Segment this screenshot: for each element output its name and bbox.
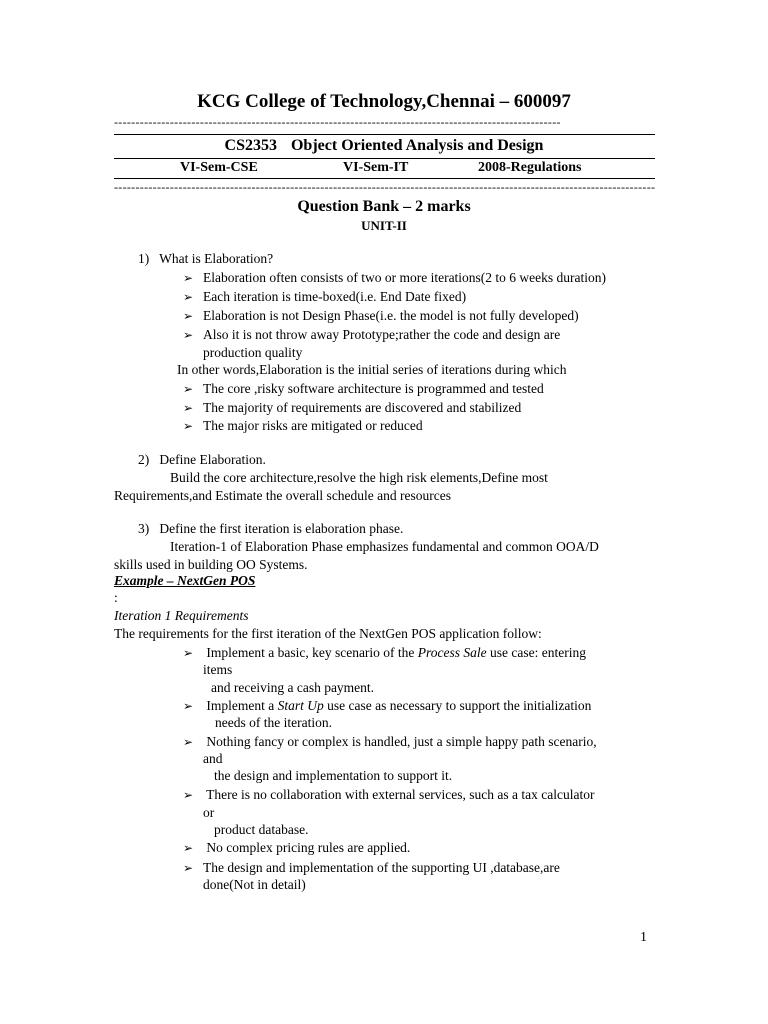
q1-bullet: ➢ Elaboration is not Design Phase(i.e. the model is not fully developed) [203,308,579,324]
requirement-continuation: or [203,805,215,820]
requirement-bullet: ➢ Implement a basic, key scenario of the Process Sale use case: entering [203,645,586,661]
course-title [0,137,768,155]
q1-bullet: ➢ The core ,risky software architecture is programmed and tested [203,381,544,397]
course-code: CS2353 [224,137,277,154]
question-2: 2) Define Elaboration. [138,452,266,467]
college-title: KCG College of Technology,Chennai – 600097 [197,91,571,112]
semester-cse: VI-Sem-CSE [180,160,258,175]
q3-answer: skills used in building OO Systems. [114,557,308,572]
q1-bullet: ➢ Each iteration is time-boxed(i.e. End Date fixed) [203,289,466,305]
unit-heading: UNIT-II [361,218,407,233]
q1-bullet: ➢ The majority of requirements are discovered and stabilized [203,400,521,416]
regulations: 2008-Regulations [478,160,582,175]
rule-top [114,134,655,135]
requirement-continuation: and [203,751,223,766]
page-number: 1 [640,930,647,945]
rule-bottom [114,178,655,179]
requirement-bullet: ➢ Nothing fancy or complex is handled, just a simple happy path scenario, [203,734,597,750]
q2-answer: Build the core architecture,resolve the high risk elements,Define most [170,470,548,485]
dashed-separator: -------------------------------------------------------------------------------------------------------- [114,115,561,129]
requirements-intro: The requirements for the first iteration of the NextGen POS application follow: [114,626,542,641]
requirement-continuation: the design and implementation to support it. [214,768,453,783]
example-heading: Example – NextGen POS [114,573,256,588]
requirement-continuation: product database. [214,822,309,837]
q2-answer: Requirements,and Estimate the overall schedule and resources [114,488,452,503]
requirement-bullet: ➢ The design and implementation of the supporting UI ,database,are [203,860,560,876]
q1-bullet: ➢ Also it is not throw away Prototype;rather the code and design are [203,327,560,343]
requirement-bullet: ➢ There is no collaboration with external services, such as a tax calculator [203,787,594,803]
q3-answer: Iteration-1 of Elaboration Phase emphasizes fundamental and common OOA/D [170,539,599,554]
q1-bullet: ➢ Elaboration often consists of two or more iterations(2 to 6 weeks duration) [203,270,606,286]
iteration-heading: Iteration 1 Requirements [114,608,249,623]
question-3: 3) Define the first iteration is elaboration phase. [138,521,404,536]
course-name: Object Oriented Analysis and Design [290,137,544,154]
q1-bullet: ➢ The major risks are mitigated or reduced [203,418,423,434]
colon: : [114,590,118,605]
rule-middle [114,158,655,159]
semester-it: VI-Sem-IT [343,160,409,175]
requirement-continuation: and receiving a cash payment. [211,680,375,695]
dashed-separator-2: ------------------------------------------------------------------------------------------------------------------------------ [114,180,655,194]
requirement-continuation: needs of the iteration. [215,715,332,730]
question-bank-heading: Question Bank – 2 marks [297,198,471,215]
requirement-continuation: done(Not in detail) [203,877,306,892]
requirement-continuation: items [203,662,233,677]
q1-other-words: In other words,Elaboration is the initial series of iterations during which [177,362,567,377]
requirement-bullet: ➢ No complex pricing rules are applied. [203,840,410,856]
q1-bullet-continuation: production quality [203,345,303,360]
requirement-bullet: ➢ Implement a Start Up use case as necessary to support the initialization [203,698,591,714]
question-1: 1) What is Elaboration? [138,251,274,266]
